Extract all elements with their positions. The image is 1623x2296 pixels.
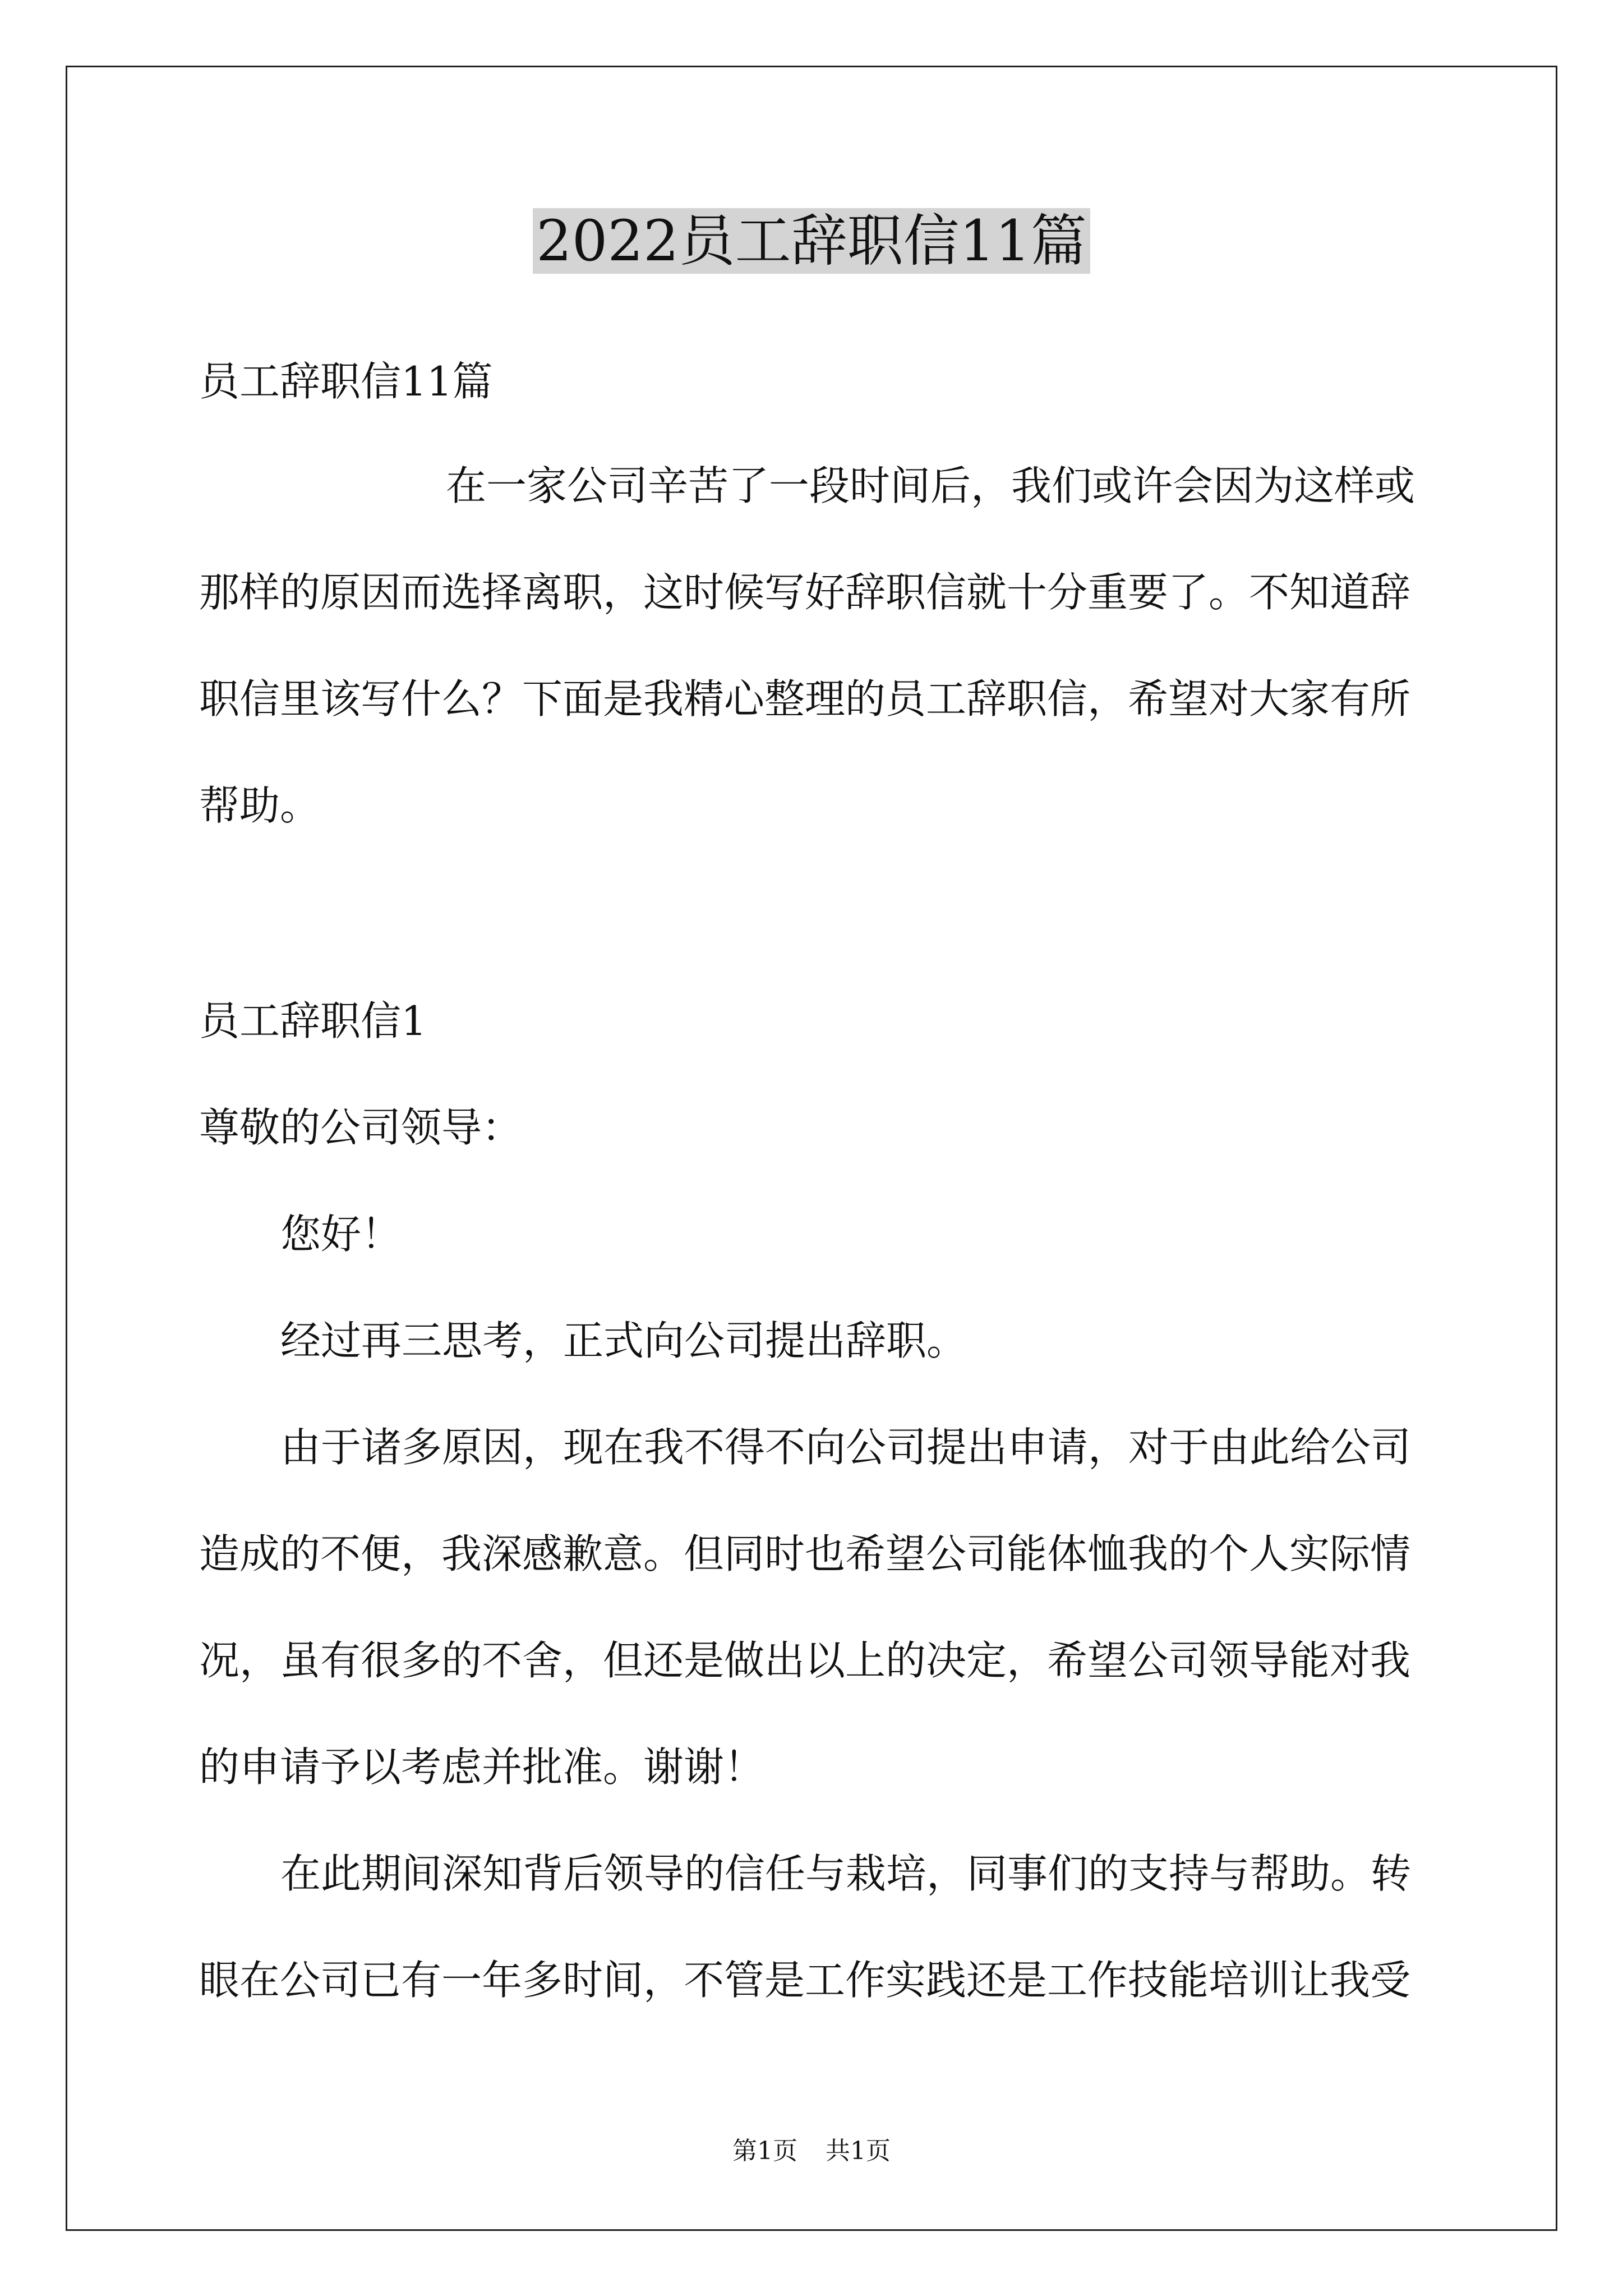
- paragraph-2-line-1: 由于诸多原因，现在我不得不向公司提出申请，对于由此给公司: [280, 1424, 1412, 1471]
- salutation: 尊敬的公司领导：: [199, 1104, 523, 1151]
- document-title: [0, 202, 1623, 280]
- paragraph-3-line-2: 眼在公司已有一年多时间，不管是工作实践还是工作技能培训让我受: [199, 1957, 1411, 2004]
- paragraph-3-line-1: 在此期间深知背后领导的信任与栽培，同事们的支持与帮助。转: [280, 1850, 1412, 1897]
- section-heading: 员工辞职信1: [199, 997, 427, 1045]
- paragraph-2-line-4: 的申请予以考虑并批准。谢谢！: [199, 1743, 765, 1791]
- paragraph-2-line-2: 造成的不便，我深感歉意。但同时也希望公司能体恤我的个人实际情: [199, 1530, 1411, 1577]
- intro-line-3: 职信里该写什么？下面是我精心整理的员工辞职信，希望对大家有所: [199, 675, 1411, 723]
- intro-line-1: 在一家公司辛苦了一段时间后，我们或许会因为这样或: [446, 462, 1415, 509]
- greeting: 您好！: [280, 1211, 402, 1258]
- page-footer: [0, 2134, 1623, 2168]
- intro-line-4: 帮助。: [199, 782, 321, 829]
- document-subtitle: 员工辞职信11篇: [199, 358, 493, 405]
- intro-line-2: 那样的原因而选择离职，这时候写好辞职信就十分重要了。不知道辞: [199, 569, 1411, 616]
- page-current: 第1页: [732, 2137, 797, 2165]
- page-total: 共1页: [826, 2137, 891, 2165]
- paragraph-2-line-3: 况，虽有很多的不舍，但还是做出以上的决定，希望公司领导能对我: [199, 1637, 1411, 1684]
- document-title-text: 2022员工辞职信11篇: [533, 208, 1090, 274]
- paragraph-1: 经过再三思考，正式向公司提出辞职。: [280, 1317, 967, 1364]
